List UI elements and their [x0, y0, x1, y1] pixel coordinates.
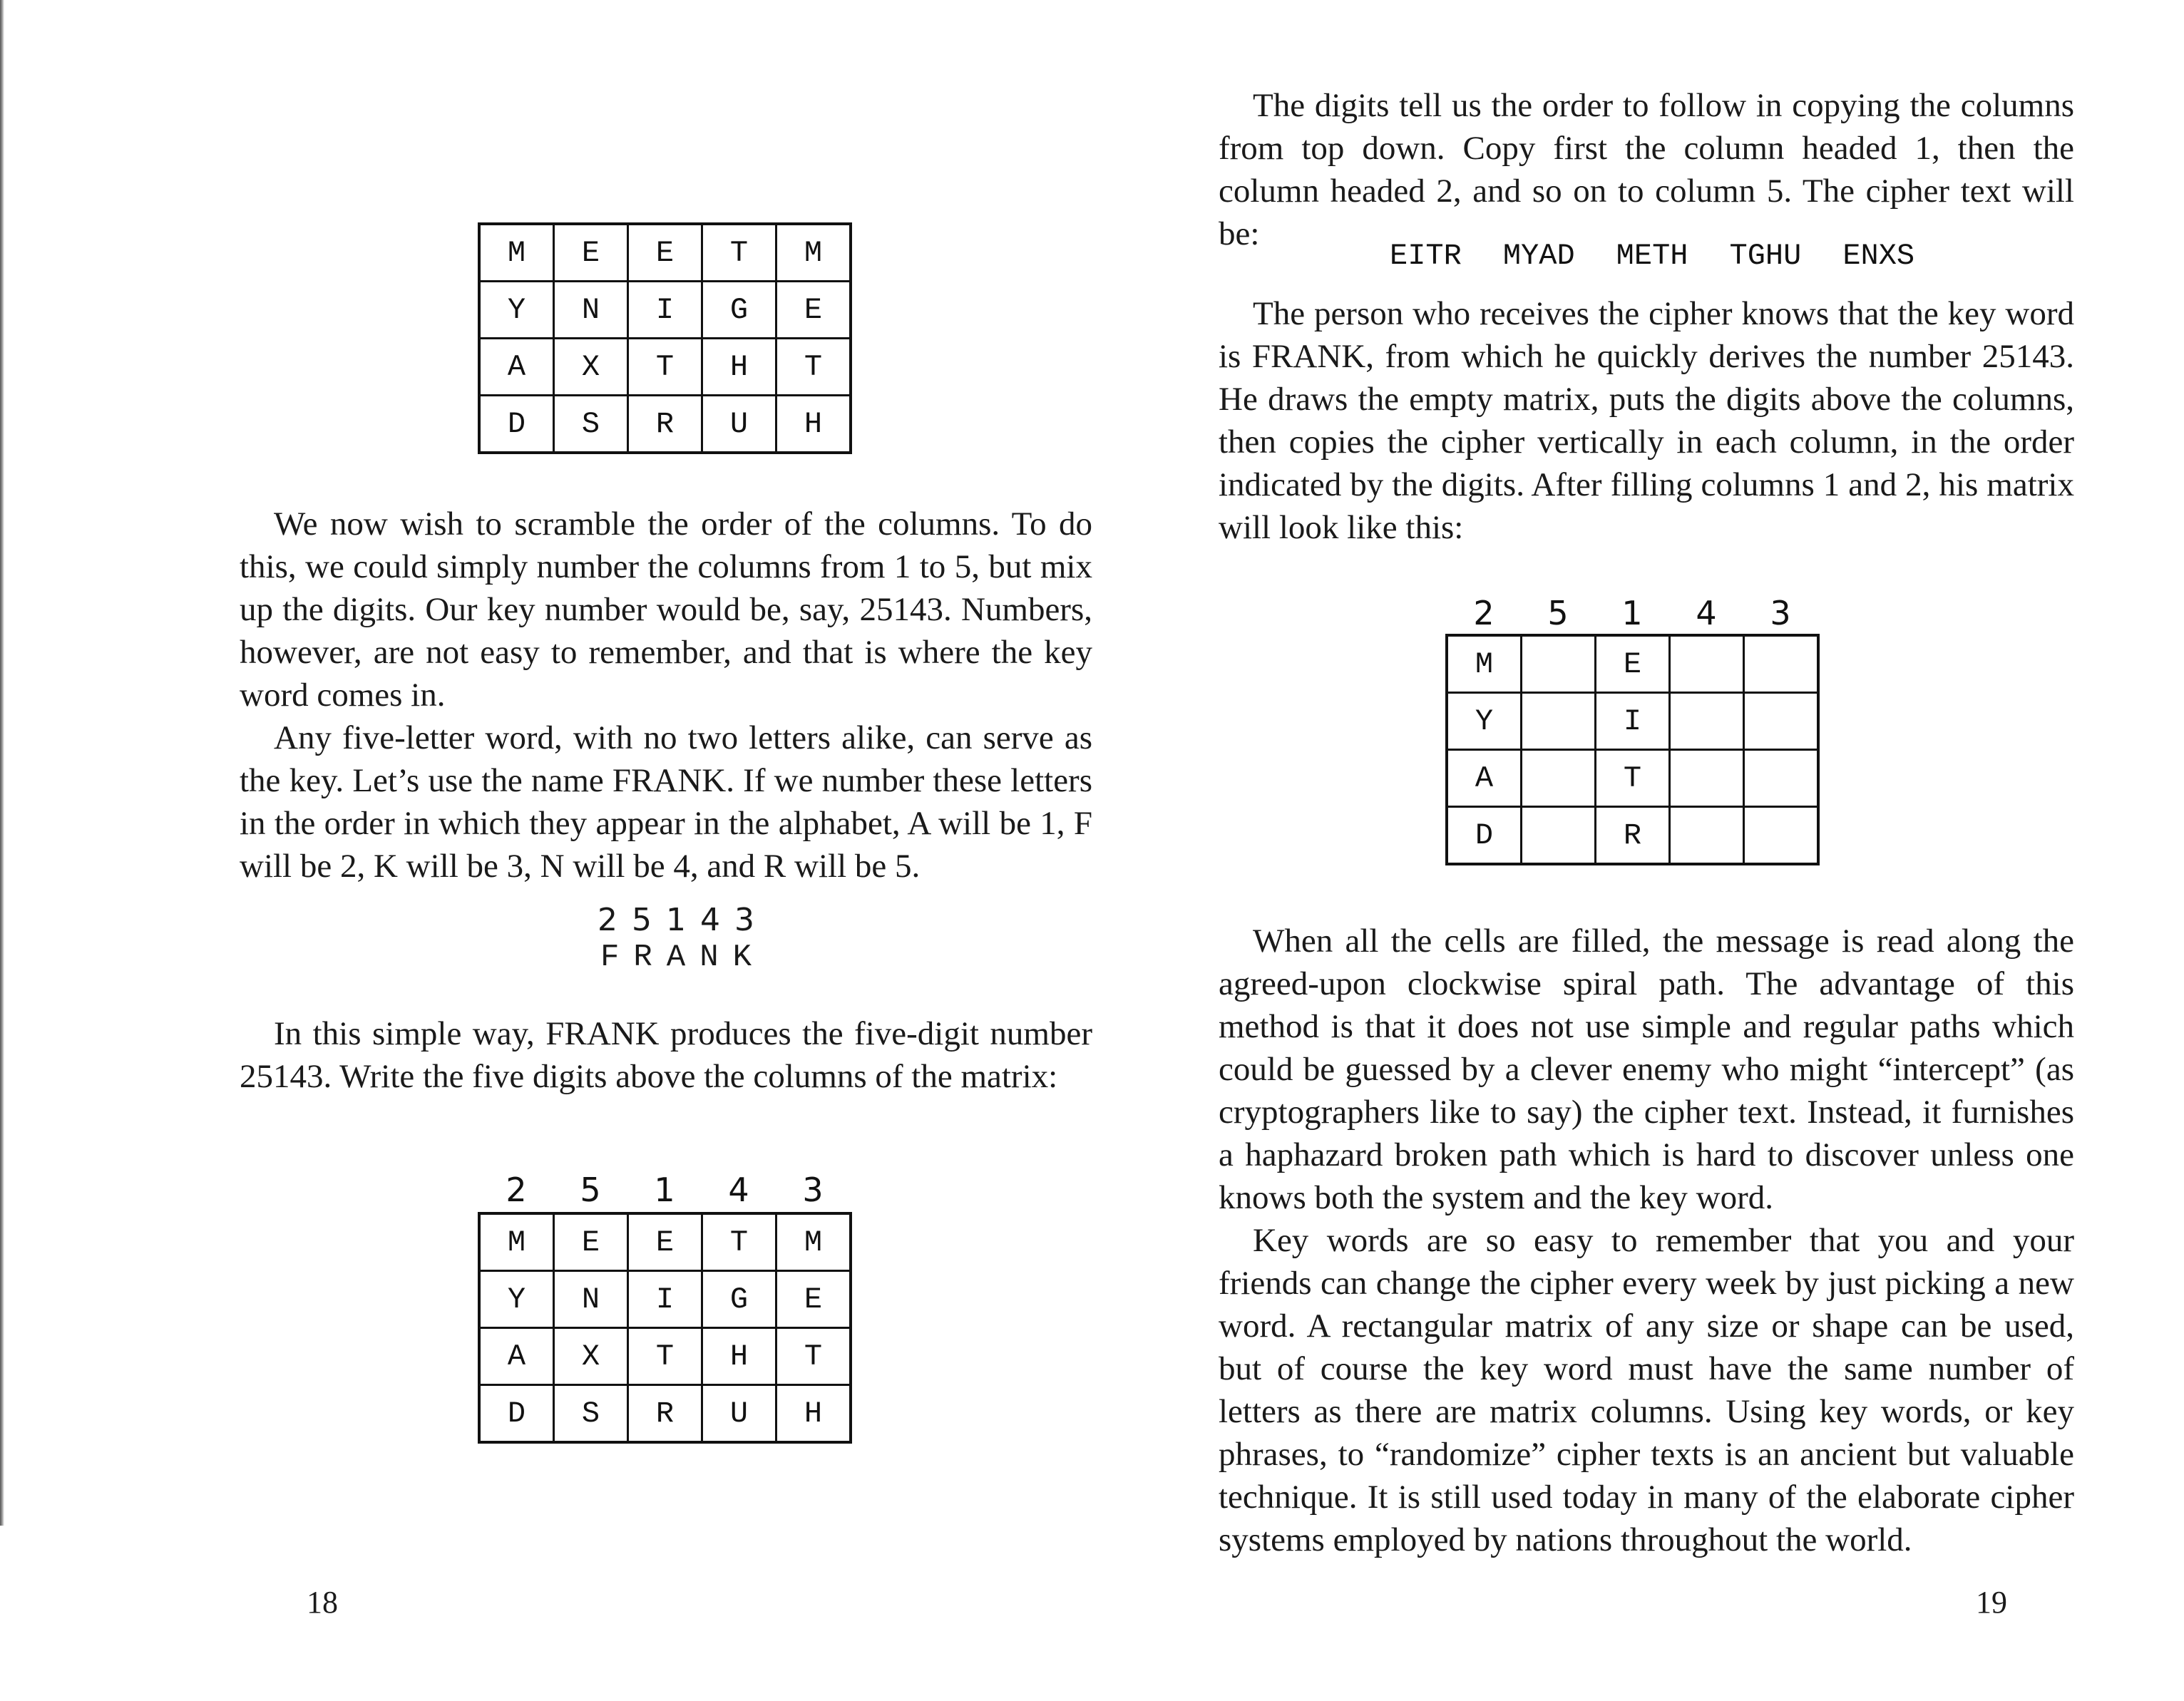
matrix-two-cell: E [628, 1213, 702, 1271]
matrix-three-header-digit: 3 [1770, 594, 1791, 632]
matrix-three [1445, 634, 1820, 865]
matrix-two-cell: D [479, 1385, 554, 1443]
matrix-three-header-digit: 5 [1547, 594, 1569, 632]
left-paragraph-1: We now wish to scramble the order of the columns. To do this, we could simply number the columns from 1 to 5, but mix up the digits. Our key number would be, say, 25143. Numbers, however, are not easy to remember, and that is where the key word comes in. [240, 505, 1092, 714]
matrix-three-cell [1522, 635, 1596, 693]
matrix-three-cell [1522, 693, 1596, 750]
matrix-three-row [1447, 693, 1818, 750]
key-word-block [576, 902, 790, 976]
matrix-one-cell: U [702, 396, 776, 453]
matrix-one-cell: X [554, 339, 628, 396]
matrix-one-cell: R [628, 396, 702, 453]
right-page [1092, 0, 2184, 1701]
matrix-two-cell: H [776, 1385, 851, 1443]
matrix-two-row [479, 1213, 851, 1271]
matrix-two-cell: T [702, 1213, 776, 1271]
matrix-two-cell: A [479, 1328, 554, 1385]
matrix-one-cell: E [776, 282, 851, 339]
page-number-left: 18 [307, 1585, 338, 1620]
matrix-three-cell [1744, 635, 1819, 693]
matrix-two-header-digit: 3 [802, 1171, 824, 1209]
matrix-two-cell: X [554, 1328, 628, 1385]
matrix-two-cell: N [554, 1271, 628, 1328]
matrix-one-cell: E [554, 224, 628, 282]
matrix-three-row [1447, 750, 1818, 807]
matrix-one-cell: A [479, 339, 554, 396]
matrix-two [478, 1212, 852, 1444]
matrix-three-cell: D [1447, 807, 1522, 865]
matrix-two-cell: T [776, 1328, 851, 1385]
matrix-three-cell: E [1596, 635, 1670, 693]
matrix-three-cell: R [1596, 807, 1670, 865]
matrix-one-cell: E [628, 224, 702, 282]
matrix-two-cell: G [702, 1271, 776, 1328]
cipher-group: EITR [1390, 239, 1462, 273]
matrix-one-cell: M [776, 224, 851, 282]
matrix-one-cell: N [554, 282, 628, 339]
matrix-two-cell: I [628, 1271, 702, 1328]
matrix-one-row [479, 224, 851, 282]
matrix-two-cell: U [702, 1385, 776, 1443]
right-paragraph-4: Key words are so easy to remember that you and your friends can change the cipher every week by just picking a new word. A rectangular matrix of any size or shape can be used, but of course the key word must have the same number of letters as there are matrix columns. Using key words, or key phrases, to “randomize” cipher texts is an ancient but valuable technique. It is still used today in many of the elaborate cipher systems employed by nations throughout the world. [1219, 1222, 2074, 1558]
matrix-three-row [1447, 635, 1818, 693]
matrix-one-cell: T [702, 224, 776, 282]
key-digits: 25143 [598, 902, 769, 938]
matrix-one-cell: Y [479, 282, 554, 339]
matrix-three-cell [1670, 693, 1744, 750]
matrix-three-cell: M [1447, 635, 1522, 693]
cipher-group: MYAD [1502, 239, 1575, 273]
matrix-one-cell: T [776, 339, 851, 396]
matrix-two-header [479, 1171, 850, 1209]
matrix-two-cell: T [628, 1328, 702, 1385]
matrix-one-cell: D [479, 396, 554, 453]
matrix-two-row [479, 1385, 851, 1443]
matrix-three-cell [1670, 807, 1744, 865]
matrix-one [478, 222, 852, 454]
matrix-three-row [1447, 807, 1818, 865]
matrix-three-cell: Y [1447, 693, 1522, 750]
matrix-one-cell: G [702, 282, 776, 339]
matrix-three-cell [1670, 635, 1744, 693]
matrix-two-row [479, 1271, 851, 1328]
cipher-group: METH [1616, 239, 1688, 273]
matrix-two-cell: M [776, 1213, 851, 1271]
matrix-three-cell: I [1596, 693, 1670, 750]
right-paragraph-1: The digits tell us the order to follow in copying the columns from top down. Copy first the column headed 1, then the column headed 2, and so on to column 5. The cipher text will be: [1219, 87, 2074, 252]
matrix-one-cell: M [479, 224, 554, 282]
matrix-two-cell: R [628, 1385, 702, 1443]
matrix-one-cell: H [776, 396, 851, 453]
matrix-three-header-digit: 1 [1621, 594, 1643, 632]
matrix-three-cell [1670, 750, 1744, 807]
matrix-three-cell [1744, 807, 1819, 865]
matrix-three-cell: A [1447, 750, 1522, 807]
matrix-two-cell: S [554, 1385, 628, 1443]
cipher-group: ENXS [1842, 239, 1915, 273]
matrix-three-header-digit: 2 [1473, 594, 1495, 632]
matrix-one-cell: S [554, 396, 628, 453]
matrix-three-cell [1522, 750, 1596, 807]
matrix-two-row [479, 1328, 851, 1385]
cipher-text [1390, 239, 1914, 273]
matrix-three-header-digit: 4 [1696, 594, 1717, 632]
matrix-three-header [1447, 594, 1818, 632]
right-paragraph-3: When all the cells are filled, the message is read along the agreed-upon clockwise spiral path. The advantage of this method is that it does not use simple and regular paths which could be guessed by a clever enemy who might “intercept” (as cryptographers like to say) the cipher text. Instead, it furnishes a haphazard broken path which is hard to discover unless one knows both the system and the key word. [1219, 923, 2074, 1216]
matrix-one-row [479, 282, 851, 339]
matrix-two-header-digit: 2 [506, 1171, 527, 1209]
page-number-right: 19 [1976, 1585, 2007, 1620]
matrix-two-cell: E [776, 1271, 851, 1328]
matrix-one-row [479, 396, 851, 453]
matrix-two-header-digit: 5 [580, 1171, 601, 1209]
key-word: FRANK [600, 940, 767, 975]
matrix-three-cell: T [1596, 750, 1670, 807]
matrix-one-row [479, 339, 851, 396]
matrix-two-header-digit: 4 [728, 1171, 749, 1209]
matrix-two-header-digit: 1 [654, 1171, 675, 1209]
matrix-one-cell: I [628, 282, 702, 339]
matrix-two-cell: Y [479, 1271, 554, 1328]
matrix-one-cell: T [628, 339, 702, 396]
left-paragraph-2: Any five-letter word, with no two letters alike, can serve as the key. Let’s use the name FRANK. If we number these letters in the order in which they appear in the alphabet, A will be 1, F will be 2, K will be 3, N will be 4, and R will be 5. [240, 719, 1092, 885]
matrix-two-cell: E [554, 1213, 628, 1271]
matrix-one-cell: H [702, 339, 776, 396]
matrix-three-cell [1744, 693, 1819, 750]
matrix-three-cell [1744, 750, 1819, 807]
matrix-two-cell: H [702, 1328, 776, 1385]
right-paragraph-2: The person who receives the cipher knows that the key word is FRANK, from which he quickly derives the number 25143. He draws the empty matrix, puts the digits above the columns, then copies the cipher vertically in each column, in the order indicated by the digits. After filling columns 1 and 2, his matrix will look like this: [1219, 295, 2074, 546]
matrix-three-cell [1522, 807, 1596, 865]
cipher-group: TGHU [1729, 239, 1802, 273]
left-paragraph-3: In this simple way, FRANK produces the five-digit number 25143. Write the five digits above the columns of the matrix: [240, 1015, 1092, 1095]
matrix-two-cell: M [479, 1213, 554, 1271]
